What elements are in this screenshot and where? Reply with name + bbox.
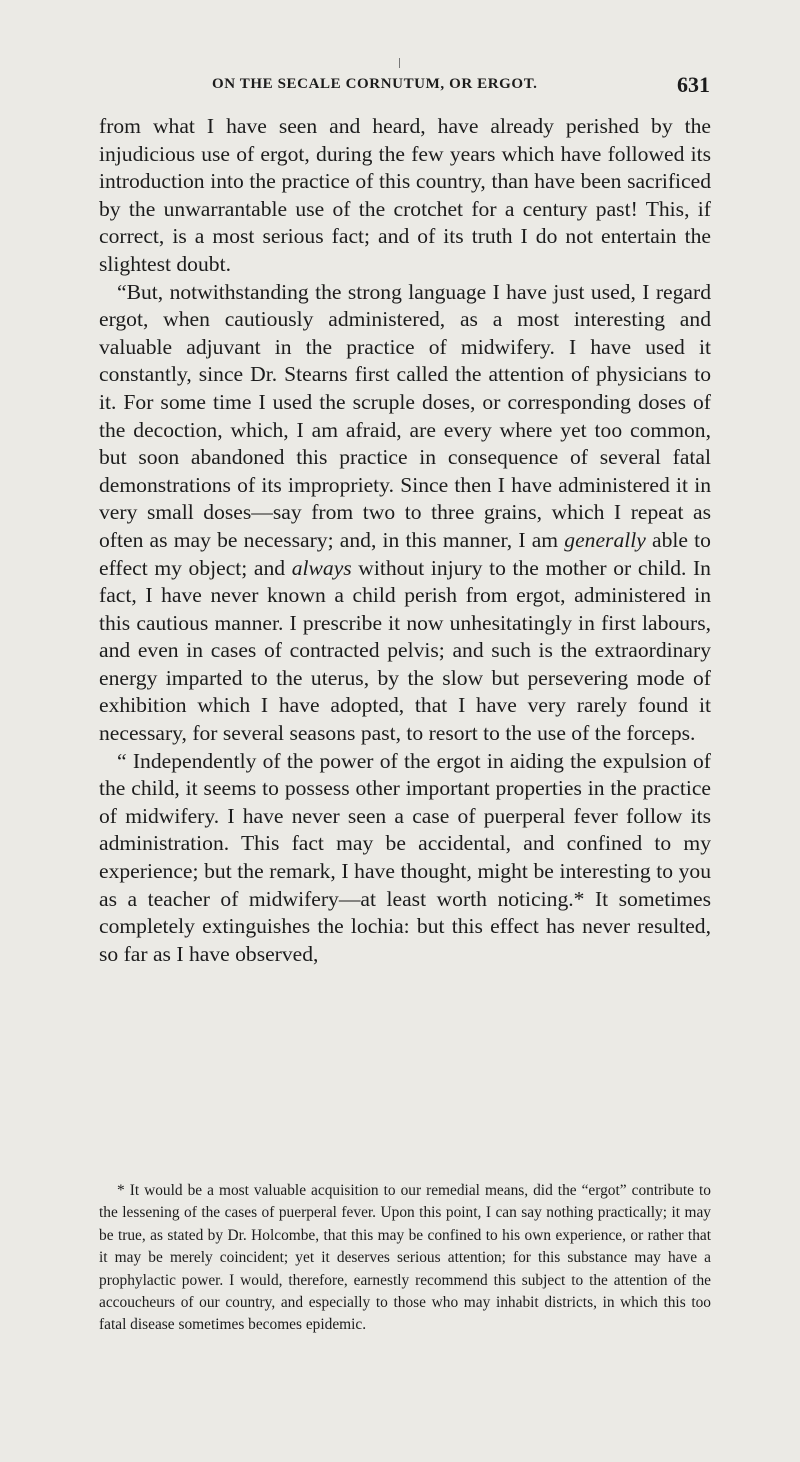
paragraph-2-text-c: without injury to the mother or child. In fact, I have never known a child perish from ergot, administered in this cautious manner. I prescribe it now unhesitatingly in first labours, and even in cases of contracted pelvis; and such is the extraordinary energy imparted to the uterus, by the slow but persevering mode of exhibition which I have adopted, that I have very rarely found it necessary, for several seasons past, to resort to the use of the forceps. bbox=[99, 555, 711, 746]
paragraph-1: from what I have seen and heard, have already perished by the injudicious use of ergot, during the few years which have followed its introduction into the practice of this country, than have been sacrificed by the unwarrantable use of the crotchet for a century past! This, if correct, is a most serious fact; and of its truth I do not entertain the slightest doubt. bbox=[99, 114, 711, 276]
emphasis-generally: generally bbox=[564, 527, 646, 552]
paragraph-2-text-b: able to effect my object; and bbox=[99, 527, 711, 580]
emphasis-always: always bbox=[291, 555, 352, 580]
paragraph-2-text-a: “But, notwithstanding the strong language I have just used, I regard ergot, when cautiously administered, as a most interesting and valuable adjuvant in the practice of midwifery. I have used it constantly, since Dr. Stearns first called the attention of physicians to it. For some time I used the scruple doses, or corresponding doses of the decoction, which, I am afraid, are every where yet too common, but soon abandoned this practice in consequence of several fatal demonstrations of its impropriety. Since then I have administered it in very small doses—say from two to three grains, which I repeat as often as may be necessary; and, in this manner, I am bbox=[99, 279, 711, 552]
paragraph-3-text-a: “ Independently of the power of the ergot in aiding the expulsion of the child, it seems to possess other important properties in the practice of midwifery. I have never seen a case of puerperal fever follow its administration. This fact may be accidental, and confined to my experience; but the remark, I have thought, might be interesting to you as a teacher of midwifery—at least worth noticing. bbox=[99, 748, 711, 911]
paragraph-3-text-b: It sometimes completely extinguishes the lochia: but this effect has never resulted, so far as I have observed, bbox=[99, 886, 711, 966]
footnote: * It would be a most valuable acquisition to our remedial means, did the “ergot” contribute to the lessening of the cases of puerperal fever. Upon this point, I can say nothing practically; it may be true, as stated by Dr. Holcombe, that this may be confined to his own experience, or rather that it may be merely coincident; yet it deserves serious attention; for this substance may have a prophylactic power. I would, therefore, earnestly recommend this subject to the attention of the accoucheurs of our country, and especially to those who may inhabit districts, in which this too fatal disease sometimes becomes epidemic. bbox=[99, 1182, 711, 1334]
paragraph-3 bbox=[99, 748, 711, 969]
scan-mark bbox=[399, 58, 400, 68]
footnote-marker: * bbox=[573, 886, 585, 911]
running-title: ON THE SECALE CORNUTUM, OR ERGOT. bbox=[212, 76, 538, 92]
body-text bbox=[99, 113, 711, 968]
page-number: 631 bbox=[677, 72, 710, 97]
paragraph-2 bbox=[99, 279, 711, 748]
running-head bbox=[100, 72, 710, 102]
